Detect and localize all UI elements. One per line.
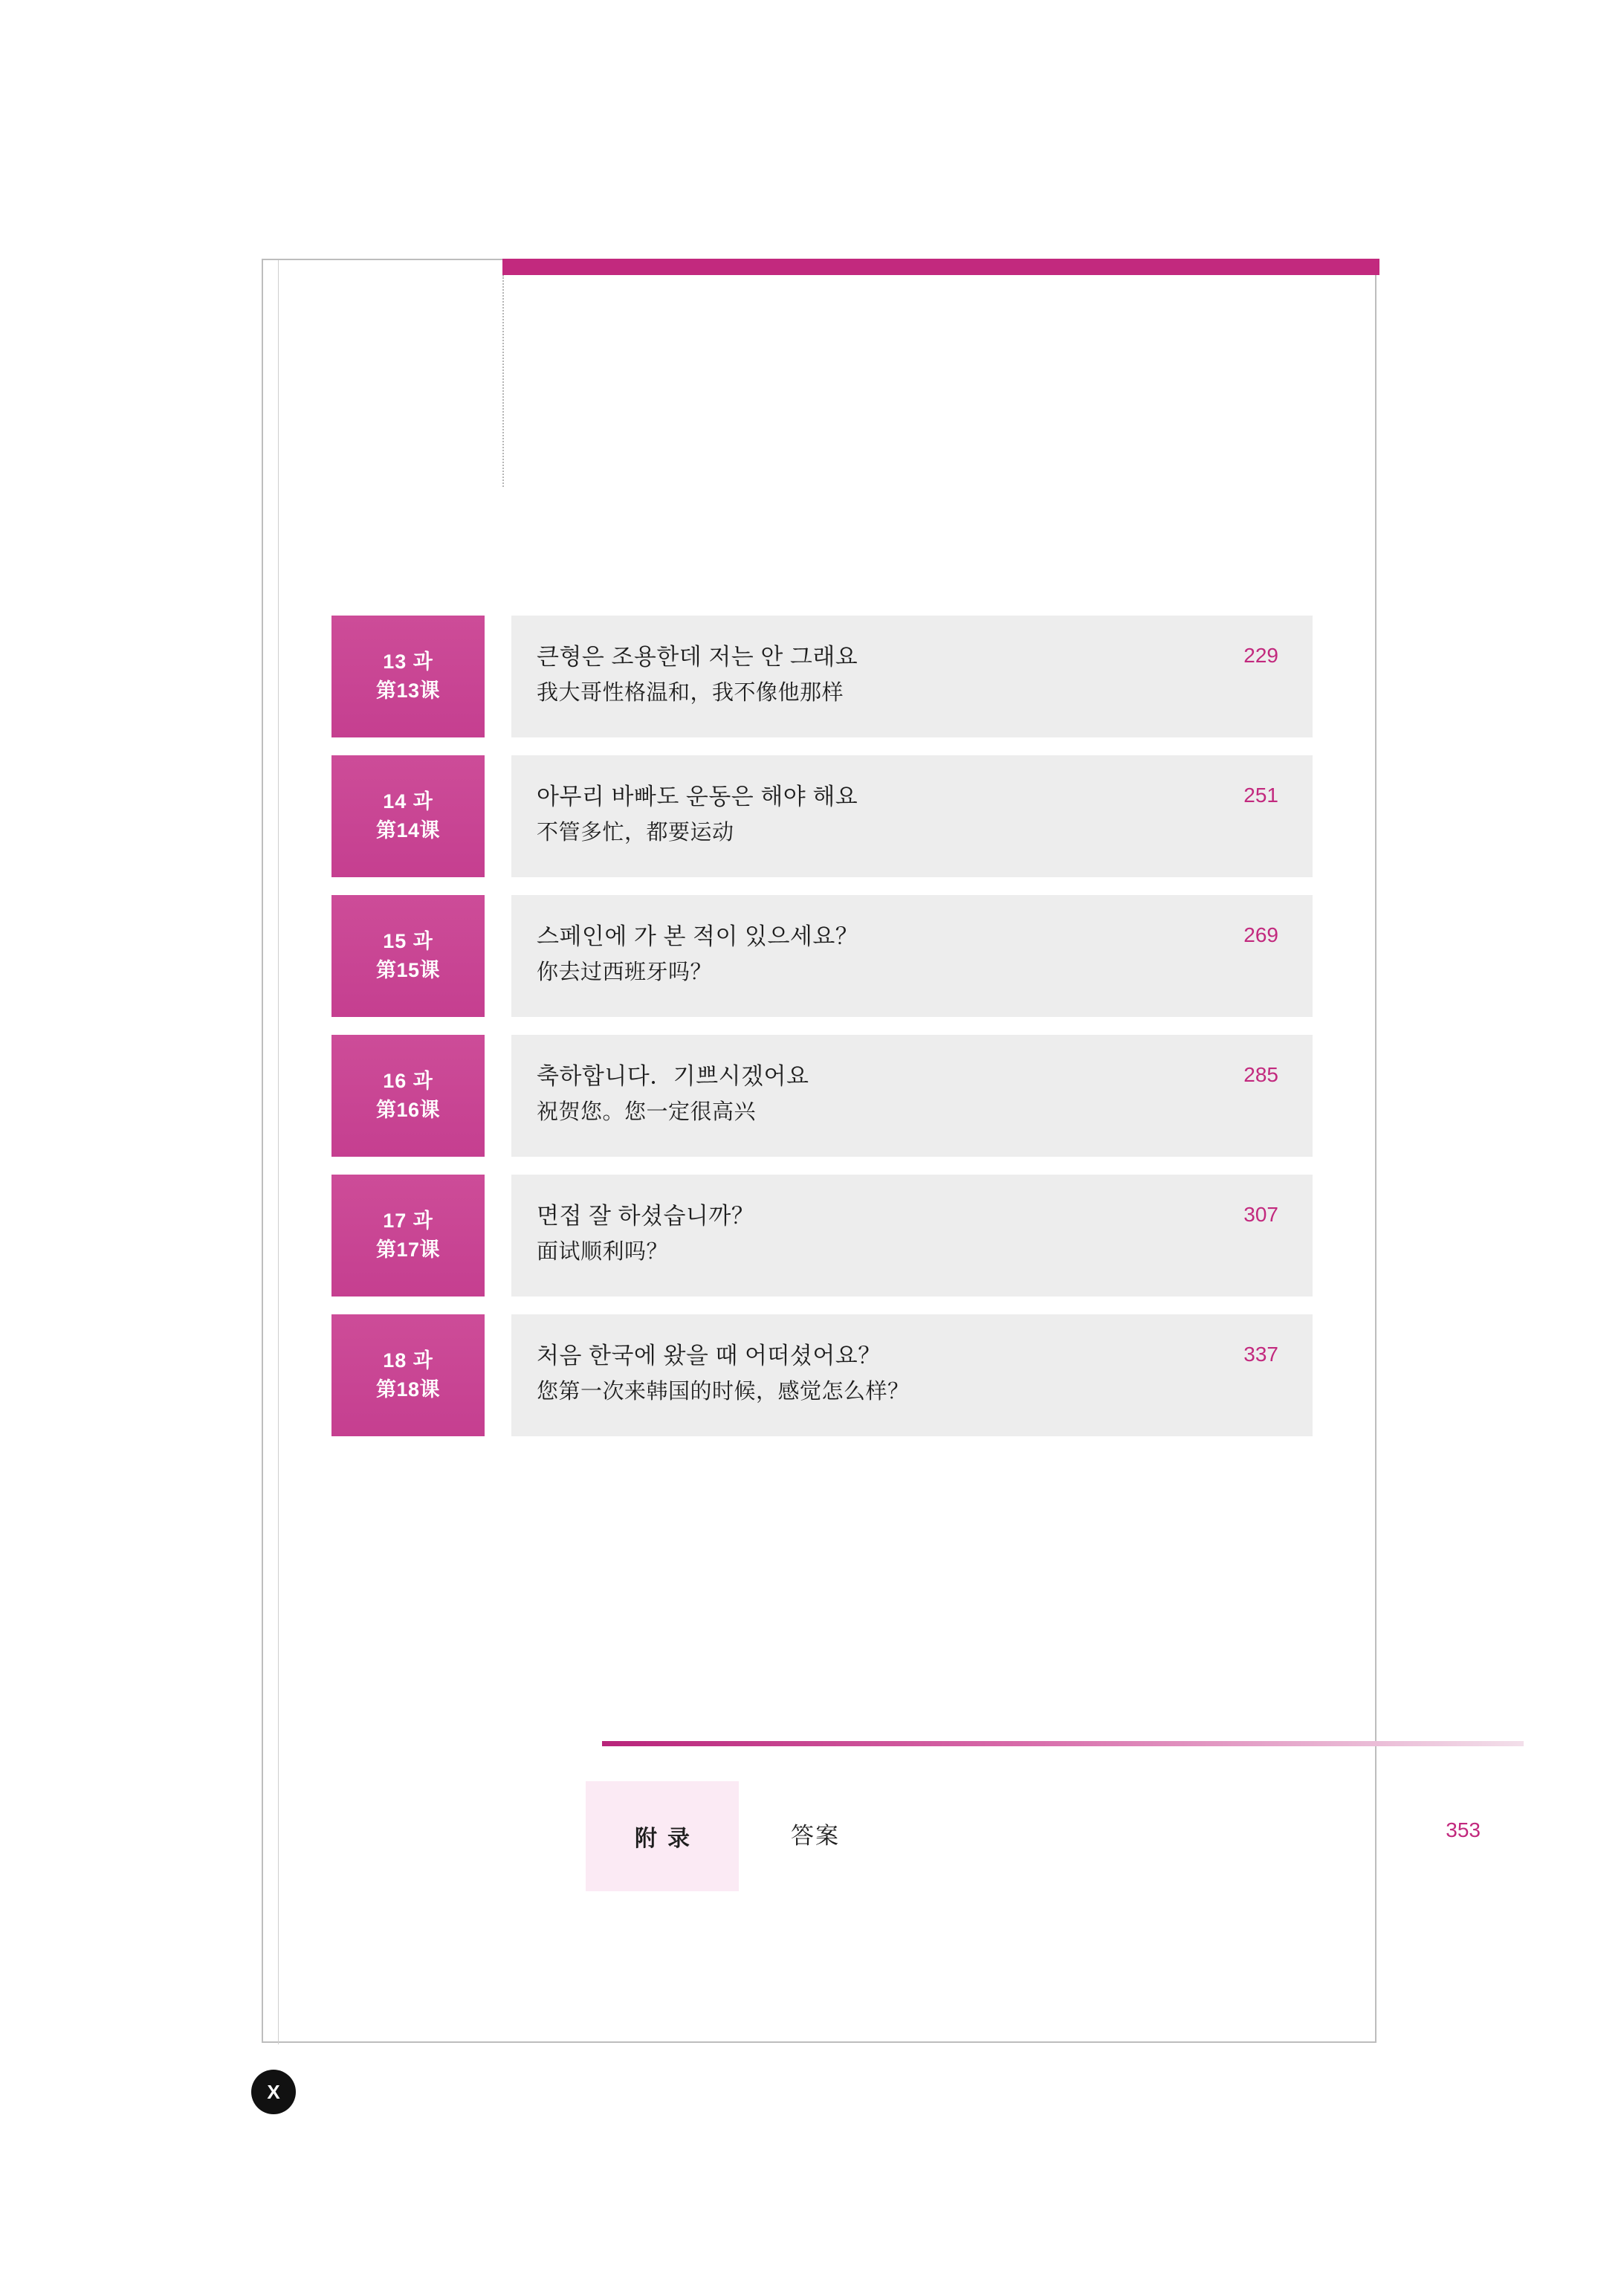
toc-row[interactable] bbox=[331, 1314, 1313, 1436]
toc-row[interactable] bbox=[331, 616, 1313, 737]
lesson-title-panel bbox=[511, 616, 1313, 737]
lesson-number-chip bbox=[331, 1175, 485, 1297]
lesson-page-number: 229 bbox=[1243, 644, 1278, 667]
appendix-title: 答案 bbox=[791, 1823, 840, 1849]
lesson-title-ko: 스페인에 가 본 적이 있으세요？ bbox=[537, 923, 859, 949]
lesson-title-ko: 축하합니다．기쁘시겠어요 bbox=[537, 1063, 809, 1089]
lesson-title-panel bbox=[511, 1175, 1313, 1297]
lesson-title-ko: 큰형은 조용한데 저는 안 그래요 bbox=[537, 644, 858, 670]
lesson-number-chip bbox=[331, 1035, 485, 1157]
lesson-number-chip bbox=[331, 1314, 485, 1436]
lesson-title-ko: 면접 잘 하셨습니까？ bbox=[537, 1203, 755, 1229]
gutter-rule bbox=[278, 260, 279, 2044]
lesson-title-zh: 您第一次来韩国的时候，感觉怎么样？ bbox=[537, 1380, 910, 1404]
appendix-row[interactable] bbox=[586, 1781, 1524, 1891]
lesson-title-zh: 你去过西班牙吗？ bbox=[537, 960, 713, 985]
table-of-contents bbox=[331, 616, 1313, 1454]
lesson-title-ko: 처음 한국에 왔을 때 어떠셨어요？ bbox=[537, 1343, 881, 1369]
page-folio: X bbox=[251, 2070, 296, 2114]
lesson-number-zh: 第18课 bbox=[375, 1378, 441, 1401]
lesson-page-number: 269 bbox=[1243, 923, 1278, 946]
header-accent-bar bbox=[502, 259, 1379, 275]
lesson-page-number: 285 bbox=[1243, 1063, 1278, 1086]
lesson-number-ko: 14 과 bbox=[383, 789, 433, 813]
toc-row[interactable] bbox=[331, 1175, 1313, 1297]
toc-row[interactable] bbox=[331, 895, 1313, 1017]
lesson-page-number: 251 bbox=[1243, 784, 1278, 807]
lesson-number-ko: 15 과 bbox=[383, 929, 433, 952]
lesson-title-zh: 不管多忙，都要运动 bbox=[537, 821, 734, 845]
book-page bbox=[262, 259, 1481, 2043]
lesson-number-chip bbox=[331, 616, 485, 737]
lesson-number-zh: 第15课 bbox=[375, 959, 441, 981]
lesson-number-ko: 16 과 bbox=[383, 1069, 433, 1092]
lesson-number-chip bbox=[331, 755, 485, 877]
lesson-number-zh: 第17课 bbox=[375, 1239, 441, 1261]
dotted-guide-line bbox=[502, 275, 504, 487]
lesson-number-ko: 13 과 bbox=[383, 650, 433, 673]
lesson-number-zh: 第14课 bbox=[375, 819, 441, 842]
lesson-page-number: 307 bbox=[1243, 1203, 1278, 1226]
lesson-page-number: 337 bbox=[1243, 1343, 1278, 1366]
lesson-title-zh: 面试顺利吗？ bbox=[537, 1240, 669, 1265]
toc-row[interactable] bbox=[331, 1035, 1313, 1157]
section-divider bbox=[602, 1741, 1524, 1746]
lesson-number-zh: 第16课 bbox=[375, 1099, 441, 1121]
lesson-number-zh: 第13课 bbox=[375, 679, 441, 702]
lesson-title-panel bbox=[511, 755, 1313, 877]
lesson-title-panel bbox=[511, 895, 1313, 1017]
lesson-title-zh: 我大哥性格温和，我不像他那样 bbox=[537, 681, 844, 705]
appendix-page-number: 353 bbox=[1446, 1818, 1481, 1841]
lesson-number-ko: 17 과 bbox=[383, 1209, 433, 1232]
lesson-number-ko: 18 과 bbox=[383, 1349, 433, 1372]
lesson-title-panel bbox=[511, 1314, 1313, 1436]
lesson-title-zh: 祝贺您。您一定很高兴 bbox=[537, 1100, 757, 1125]
lesson-title-ko: 아무리 바빠도 운동은 해야 해요 bbox=[537, 784, 858, 810]
lesson-number-chip bbox=[331, 895, 485, 1017]
toc-row[interactable] bbox=[331, 755, 1313, 877]
appendix-label-chip: 附录 bbox=[586, 1781, 739, 1891]
lesson-title-panel bbox=[511, 1035, 1313, 1157]
